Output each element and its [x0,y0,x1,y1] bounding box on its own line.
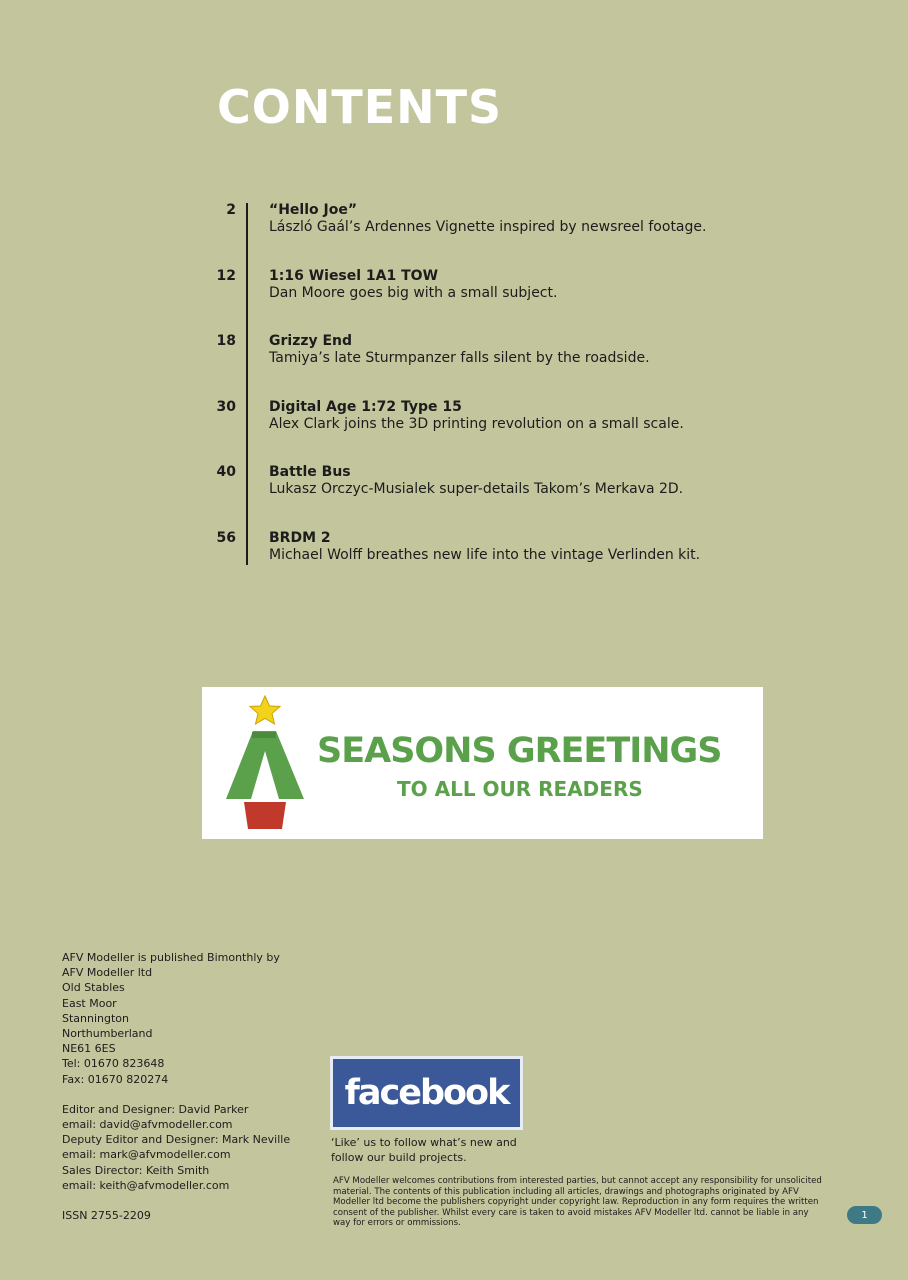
seasons-greetings-banner [202,687,763,839]
address-line: NE61 6ES [62,1042,116,1056]
toc-article-title: 1:16 Wiesel 1A1 TOW [269,267,439,284]
address-line: AFV Modeller is published Bimonthly by [62,951,280,964]
toc-article-description: Tamiya’s late Sturmpanzer falls silent by the roadside. [269,350,650,367]
facebook-caption-line: follow our build projects. [331,1151,467,1164]
toc-article-title: Battle Bus [269,464,351,481]
staff-email-link[interactable]: email: keith@afvmodeller.com [62,1178,230,1192]
publisher-info [62,950,322,1193]
page-number-badge: 1 [847,1206,882,1224]
address-line: Stannington [62,1011,130,1025]
toc-page-number: 18 [216,333,236,350]
toc-page-number: 2 [226,202,236,218]
facebook-logo-link[interactable]: facebook [330,1056,523,1130]
toc-article-description: Alex Clark joins the 3D printing revolution on a small scale. [269,415,684,432]
facebook-caption-line: ‘Like’ us to follow what’s new and [331,1136,517,1149]
toc-entry[interactable] [212,268,832,334]
issn-number: ISSN 2755-2209 [62,1209,151,1222]
toc-entry[interactable] [212,399,832,465]
toc-entry[interactable] [212,333,832,399]
toc-article-description: Michael Wolff breathes new life into the vintage Verlinden kit. [269,546,701,563]
table-of-contents [212,202,832,596]
toc-entry[interactable] [212,202,832,268]
staff-email-link[interactable]: email: mark@afvmodeller.com [62,1148,231,1162]
address-line: Old Stables [62,981,125,995]
banner-subheadline: TO ALL OUR READERS [397,777,643,801]
address-line: East Moor [62,996,117,1010]
banner-headline: SEASONS GREETINGS [317,731,722,771]
address-line: AFV Modeller ltd [62,966,153,980]
toc-page-number: 30 [216,398,236,415]
toc-entry[interactable] [212,464,832,530]
staff-email-link[interactable]: email: david@afvmodeller.com [62,1118,233,1132]
toc-article-title: BRDM 2 [269,529,331,546]
toc-article-description: Lukasz Orczyc-Musialek super-details Takom’s Merkava 2D. [269,481,684,498]
fax-line: Fax: 01670 820274 [62,1072,169,1086]
staff-line: Sales Director: Keith Smith [62,1163,210,1177]
phone-line: Tel: 01670 823648 [62,1057,165,1071]
facebook-caption [331,1135,551,1165]
staff-line: Editor and Designer: David Parker [62,1102,249,1116]
toc-article-title: Digital Age 1:72 Type 15 [269,398,462,415]
toc-article-title: “Hello Joe” [269,202,358,218]
toc-page-number: 40 [216,464,236,481]
address-line: Northumberland [62,1027,153,1041]
christmas-tree-icon [226,693,316,833]
toc-article-title: Grizzy End [269,333,353,350]
page-title: CONTENTS [217,80,503,134]
toc-article-description: László Gaál’s Ardennes Vignette inspired by newsreel footage. [269,219,707,235]
toc-article-description: Dan Moore goes big with a small subject. [269,284,558,301]
copyright-disclaimer: AFV Modeller welcomes contributions from interested parties, but cannot accept any responsibility for unsolicited material. The contents of this publication including all articles, drawings and photographs originated by AFV Modeller ltd become the publishers copyright under copyright law. Reproduction in any form requires the written consent of the publisher. Whilst every care is taken to avoid mistakes AFV Modeller ltd. cannot be liable in any way for errors or ommissions. [333,1176,822,1229]
toc-page-number: 12 [216,267,236,284]
staff-line: Deputy Editor and Designer: Mark Neville [62,1133,291,1147]
toc-page-number: 56 [216,529,236,546]
toc-entry[interactable] [212,530,832,596]
